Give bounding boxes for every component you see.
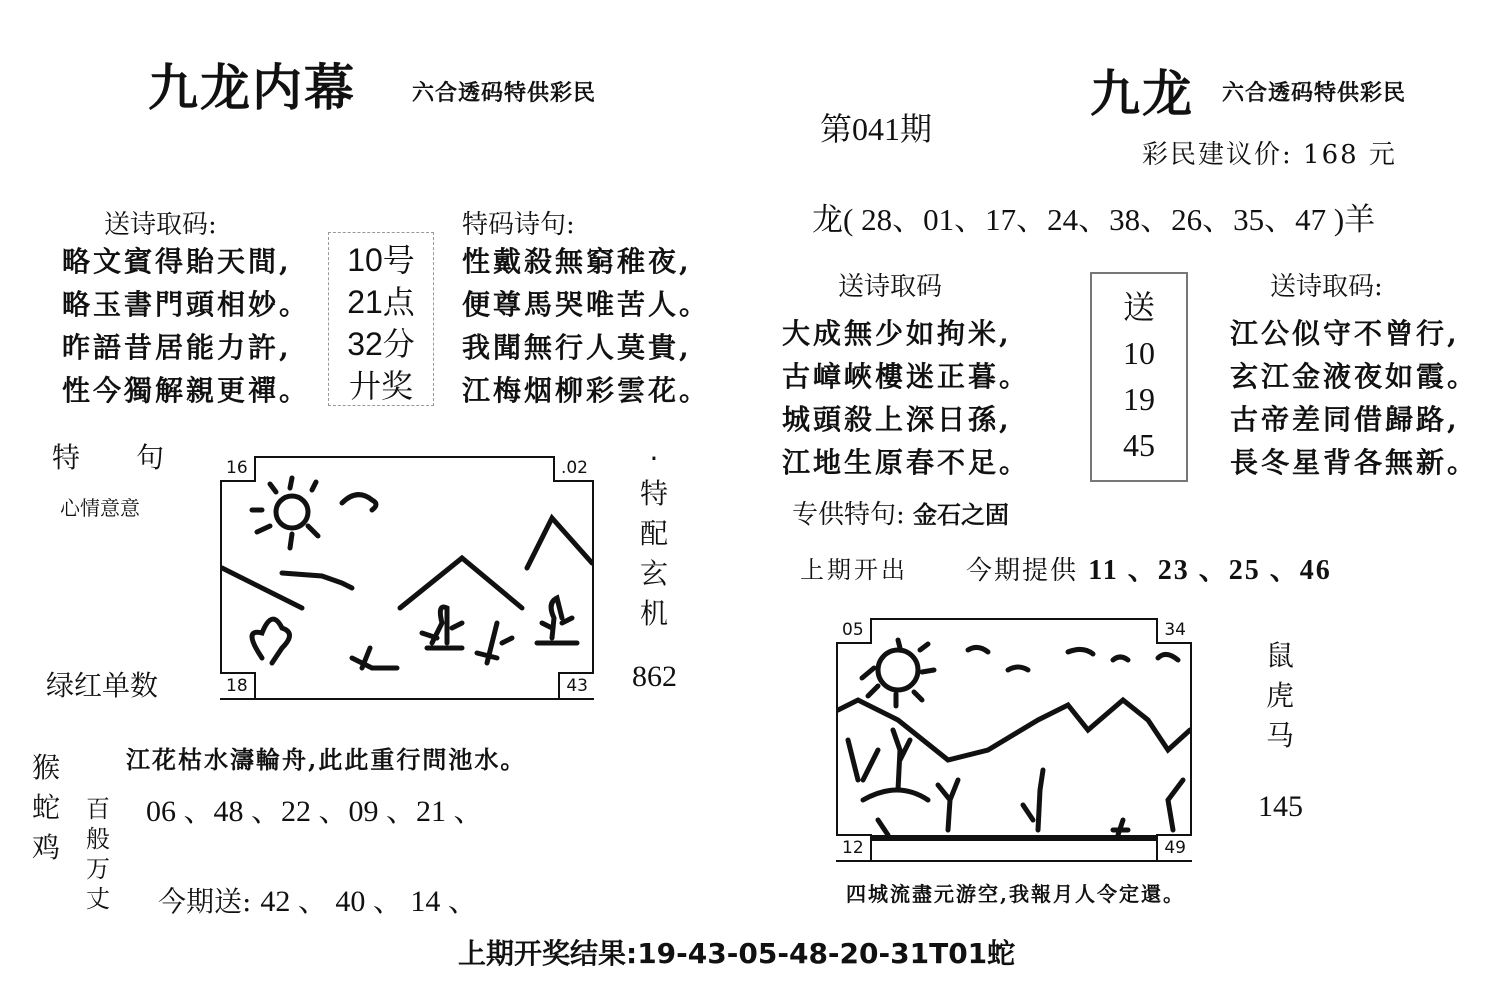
landscape-sun-birds-mountains-trees-icon (838, 620, 1190, 860)
corner-bottom-right: 43 (558, 672, 594, 700)
box-line: 21点 (347, 284, 415, 320)
provide-label: 今期提供 (966, 556, 1079, 586)
number: 06 (146, 795, 176, 828)
special-phrase-value: 金石之固 (913, 500, 1010, 529)
box-line: 送 (1122, 289, 1155, 325)
left-side-number: 862 (632, 660, 677, 693)
corner-top-right: .02 (553, 456, 594, 482)
zodiac-char: 虎 (1265, 679, 1294, 712)
corner-bottom-left: 18 (220, 672, 256, 700)
vert-char: 百 (86, 795, 110, 823)
zodiac-char: 鼠 (1265, 639, 1294, 672)
vert-char: 般 (86, 825, 110, 853)
poem-line: 便尊馬哭唯苦人。 (462, 288, 711, 321)
box-line: 32分 (347, 326, 415, 362)
number: 09 (348, 795, 379, 828)
poem-line: 性戴殺無窮稚夜, (462, 245, 692, 278)
poem-line: 古嶂峽樓迷正暮。 (782, 360, 1031, 393)
right-side-number: 145 (1258, 790, 1303, 823)
poem-line: 大成無少如拘米, (782, 317, 1012, 350)
box-line: 廾奖 (348, 368, 413, 404)
right-subtitle: 六合透码特供彩民 (1222, 80, 1407, 106)
right-send-box (1090, 272, 1188, 482)
send-label: 今期送: (158, 885, 252, 918)
box-line: 10号 (347, 242, 415, 278)
corner-top-left: 16 (220, 456, 256, 482)
poem-line: 性今獨解親更禪。 (62, 374, 311, 407)
corner-top-left: 05 (836, 618, 872, 644)
box-line: 19 (1123, 381, 1155, 417)
special-phrase-label: 特 句 (52, 441, 165, 474)
provide-row: 今期提供 11 、23 、25 、46 (966, 555, 1332, 586)
left-illustration (220, 456, 594, 700)
right-title: 九龙 (1090, 64, 1194, 123)
price-value: 168 元 (1303, 140, 1397, 170)
corner-bottom-right: 49 (1156, 834, 1192, 862)
issue-number: 第041期 (820, 111, 933, 147)
vert-char: 玄 (639, 557, 668, 590)
zodiac-char: 蛇 (31, 791, 60, 824)
right-illustration (836, 618, 1192, 862)
poem-line: 略文賓得貽天間, (62, 245, 292, 278)
left-special-poem (462, 240, 710, 412)
zodiac-char: 马 (1265, 719, 1294, 752)
footer-label: 上期开奖结果: (458, 937, 638, 970)
baiban-vertical (80, 794, 116, 914)
poem-line: 江公似守不曾行, (1230, 317, 1460, 350)
box-line: 45 (1123, 427, 1155, 463)
poem-line: 玄江金液夜如霞。 (1230, 360, 1479, 393)
right-poem (782, 312, 1030, 484)
number: 42 (260, 885, 291, 918)
vert-char: 万 (86, 855, 110, 883)
corner-bottom-left: 12 (836, 834, 872, 862)
right-verse: 四城流盡元游空,我報月人令定還。 (846, 882, 1185, 906)
landscape-sun-mountains-plants-icon (222, 458, 592, 698)
number: 21 (416, 795, 446, 828)
poem-line: 江梅烟柳彩雲花。 (462, 374, 711, 407)
dot: · (649, 442, 659, 475)
number: 48 (213, 795, 244, 828)
numbers-row: 06 、48 、22 、09 、21 、 (146, 795, 484, 828)
poem-line: 古帝差同借歸路, (1230, 403, 1460, 436)
left-poem-heading: 送诗取码: (104, 210, 217, 240)
dragon-line: 龙( 28、01、17、24、38、26、35、47 )羊 (812, 202, 1376, 237)
corner-top-right: 34 (1156, 618, 1192, 644)
poem-line: 江地生原春不足。 (782, 446, 1031, 479)
special-phrase-value: 心情意意 (60, 496, 140, 520)
right-side-vertical (1262, 636, 1298, 756)
right-poem2 (1230, 312, 1478, 484)
footer-value: 19-43-05-48-20-31T01蛇 (637, 937, 1016, 970)
left-verse: 江花枯水濤輪舟,此此重行問池水。 (126, 745, 527, 774)
left-special-poem-heading: 特码诗句: (462, 210, 575, 240)
zodiac-vertical (28, 748, 64, 868)
left-side-vertical (636, 442, 672, 634)
right-poem2-heading: 送诗取码: (1270, 272, 1383, 302)
vert-char: 机 (639, 597, 668, 630)
number: 22 (281, 795, 311, 828)
poem-line: 長冬星背各無新。 (1230, 446, 1479, 479)
number: 40 (335, 885, 366, 918)
left-subtitle: 六合透码特供彩民 (412, 80, 597, 106)
last-period-label: 上期开出 (800, 556, 908, 584)
vert-char: 配 (639, 517, 668, 550)
left-poem (62, 240, 310, 412)
poem-line: 城頭殺上深日孫, (782, 403, 1012, 436)
zodiac-char: 鸡 (31, 831, 60, 864)
green-red-odd-label: 绿红单数 (46, 669, 159, 702)
vert-char: 丈 (86, 885, 110, 913)
box-line: 10 (1123, 335, 1155, 371)
number: 14 (410, 885, 441, 918)
left-title: 九龙内幕 (148, 58, 356, 117)
price (1142, 134, 1397, 171)
footer-result (458, 932, 1015, 972)
special-phrase-label: 专供特句: (792, 500, 905, 530)
poem-line: 昨語昔居能力許, (62, 331, 292, 364)
send-this-period: 今期送: 42 、 40 、 14 、 (158, 885, 478, 918)
price-label: 彩民建议价: (1142, 140, 1293, 170)
poem-line: 略玉書門頭相妙。 (62, 288, 311, 321)
prefix: 龙 (812, 202, 843, 237)
right-special-phrase (792, 494, 1009, 531)
suffix: 羊 (1344, 202, 1376, 237)
zodiac-char: 猴 (31, 751, 60, 784)
left-time-box (328, 232, 434, 406)
poem-line: 我聞無行人莫貴, (462, 331, 692, 364)
vert-char: 特 (639, 477, 668, 510)
right-poem-heading: 送诗取码 (838, 272, 943, 302)
